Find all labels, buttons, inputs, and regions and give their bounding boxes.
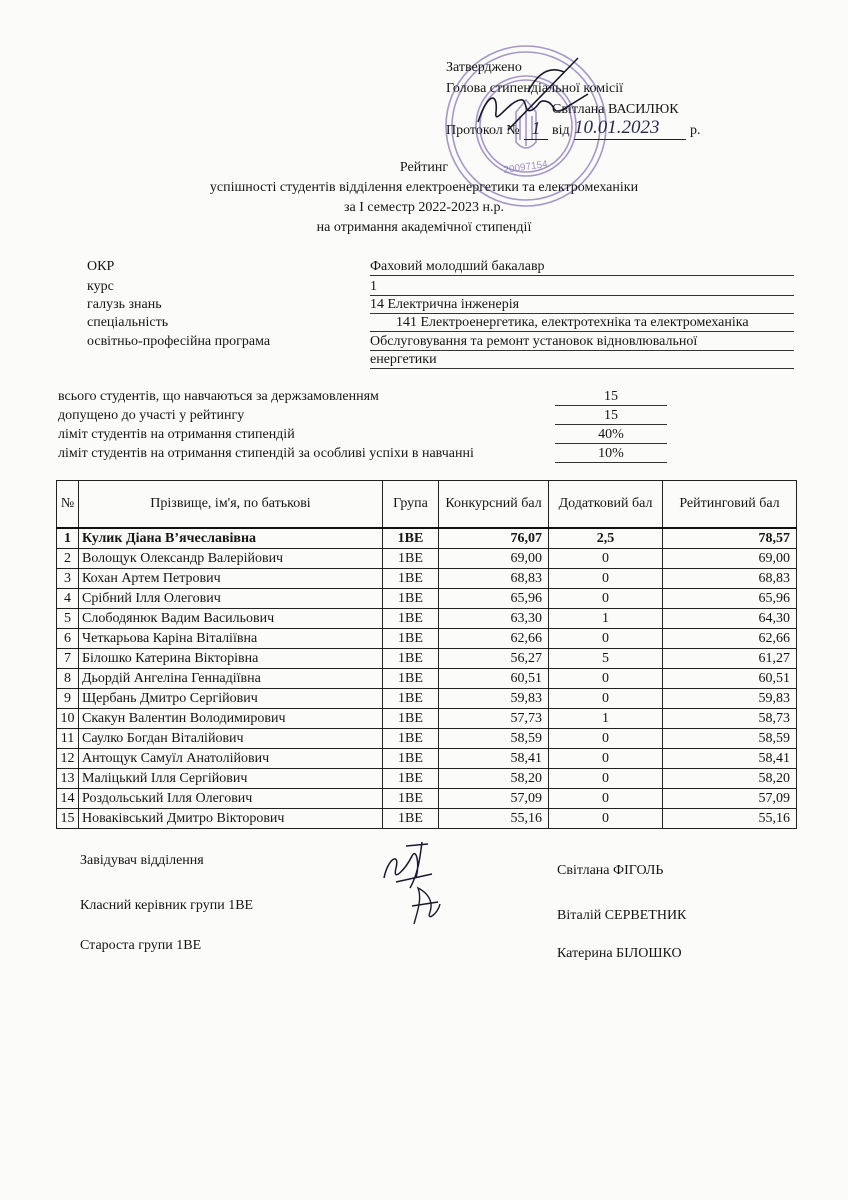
student-name: Слободянюк Вадим Васильович bbox=[79, 609, 383, 629]
stat-label: всього студентів, що навчаються за держзамовленням bbox=[58, 389, 379, 404]
rating-score: 58,41 bbox=[663, 749, 797, 769]
competitive-score: 58,41 bbox=[439, 749, 549, 769]
info-value: 1 bbox=[370, 279, 794, 296]
competitive-score: 56,27 bbox=[439, 649, 549, 669]
info-label: галузь знань bbox=[87, 297, 162, 312]
group: 1ВЕ bbox=[383, 609, 439, 629]
stat-value: 15 bbox=[555, 408, 667, 425]
table-row bbox=[57, 629, 797, 649]
stat-label: ліміт студентів на отримання стипендій за особливі успіхи в навчанні bbox=[58, 446, 474, 461]
additional-score: 1 bbox=[549, 609, 663, 629]
row-number: 15 bbox=[57, 809, 79, 829]
info-value: Фаховий молодший бакалавр bbox=[370, 259, 794, 276]
info-value: 141 Електроенергетика, електротехніка та електромеханіка bbox=[370, 315, 794, 332]
stat-value: 15 bbox=[555, 389, 667, 406]
chair-title: Голова стипендіальної комісії bbox=[446, 81, 623, 96]
info-label: освітньо-професійна програма bbox=[87, 334, 271, 349]
additional-score: 0 bbox=[549, 629, 663, 649]
rating-score: 61,27 bbox=[663, 649, 797, 669]
group: 1ВЕ bbox=[383, 549, 439, 569]
year-suffix: р. bbox=[690, 123, 701, 138]
student-name: Роздольський Ілля Олегович bbox=[79, 789, 383, 809]
additional-score: 0 bbox=[549, 669, 663, 689]
row-number: 3 bbox=[57, 569, 79, 589]
col-header-additional-score: Додатковий бал bbox=[549, 481, 663, 529]
info-value: Обслуговування та ремонт установок відновлювальної bbox=[370, 334, 794, 351]
additional-score: 0 bbox=[549, 689, 663, 709]
group: 1ВЕ bbox=[383, 589, 439, 609]
row-number: 10 bbox=[57, 709, 79, 729]
table-row bbox=[57, 709, 797, 729]
row-number: 12 bbox=[57, 749, 79, 769]
info-value: 14 Електрична інженерія bbox=[370, 297, 794, 314]
table-body bbox=[57, 528, 797, 829]
student-name: Новаківський Дмитро Вікторович bbox=[79, 809, 383, 829]
rating-score: 68,83 bbox=[663, 569, 797, 589]
table-row bbox=[57, 549, 797, 569]
signature-name: Віталій СЕРВЕТНИК bbox=[557, 908, 687, 923]
table-row bbox=[57, 809, 797, 829]
signature-name: Катерина БІЛОШКО bbox=[557, 946, 682, 961]
rating-score: 58,20 bbox=[663, 769, 797, 789]
additional-score: 0 bbox=[549, 589, 663, 609]
additional-score: 2,5 bbox=[549, 528, 663, 549]
student-name: Волощук Олександр Валерійович bbox=[79, 549, 383, 569]
row-number: 9 bbox=[57, 689, 79, 709]
col-header-group: Група bbox=[383, 481, 439, 529]
doc-subtitle-1: успішності студентів відділення електроенергетики та електромеханіки bbox=[209, 180, 639, 195]
chair-signature bbox=[468, 52, 598, 142]
student-name: Білошко Катерина Вікторівна bbox=[79, 649, 383, 669]
table-row bbox=[57, 528, 797, 549]
approved-label: Затверджено bbox=[446, 60, 522, 75]
table-row bbox=[57, 769, 797, 789]
row-number: 1 bbox=[57, 528, 79, 549]
rating-score: 69,00 bbox=[663, 549, 797, 569]
signature-role: Завідувач відділення bbox=[80, 853, 204, 868]
competitive-score: 69,00 bbox=[439, 549, 549, 569]
group: 1ВЕ bbox=[383, 769, 439, 789]
table-row bbox=[57, 689, 797, 709]
stat-value: 10% bbox=[555, 446, 667, 463]
group: 1ВЕ bbox=[383, 809, 439, 829]
additional-score: 0 bbox=[549, 569, 663, 589]
additional-score: 1 bbox=[549, 709, 663, 729]
table-row bbox=[57, 789, 797, 809]
rating-score: 58,73 bbox=[663, 709, 797, 729]
student-name: Кохан Артем Петрович bbox=[79, 569, 383, 589]
group: 1ВЕ bbox=[383, 669, 439, 689]
table-row bbox=[57, 609, 797, 629]
protocol-label: Протокол № bbox=[446, 123, 520, 138]
group: 1ВЕ bbox=[383, 569, 439, 589]
additional-score: 5 bbox=[549, 649, 663, 669]
group: 1ВЕ bbox=[383, 629, 439, 649]
rating-score: 58,59 bbox=[663, 729, 797, 749]
info-label: ОКР bbox=[87, 259, 115, 274]
doc-subtitle-2: за І семестр 2022-2023 н.р. bbox=[343, 200, 505, 215]
student-name: Скакун Валентин Володимирович bbox=[79, 709, 383, 729]
col-header-rating-score: Рейтинговий бал bbox=[663, 481, 797, 529]
student-name: Щербань Дмитро Сергійович bbox=[79, 689, 383, 709]
student-name: Дьордій Ангеліна Геннадіївна bbox=[79, 669, 383, 689]
rating-score: 62,66 bbox=[663, 629, 797, 649]
rating-score: 57,09 bbox=[663, 789, 797, 809]
student-name: Срібний Ілля Олегович bbox=[79, 589, 383, 609]
group: 1ВЕ bbox=[383, 689, 439, 709]
info-label: курс bbox=[87, 279, 114, 294]
rating-table bbox=[56, 480, 797, 829]
competitive-score: 68,83 bbox=[439, 569, 549, 589]
info-value-continued: енергетики bbox=[370, 352, 794, 369]
stat-label: ліміт студентів на отримання стипендій bbox=[58, 427, 295, 442]
competitive-score: 57,09 bbox=[439, 789, 549, 809]
doc-title: Рейтинг bbox=[399, 160, 449, 175]
rating-score: 59,83 bbox=[663, 689, 797, 709]
competitive-score: 63,30 bbox=[439, 609, 549, 629]
student-name: Саулко Богдан Віталійович bbox=[79, 729, 383, 749]
table-row bbox=[57, 749, 797, 769]
group: 1ВЕ bbox=[383, 649, 439, 669]
row-number: 2 bbox=[57, 549, 79, 569]
student-name: Антощук Самуїл Анатолійович bbox=[79, 749, 383, 769]
rating-score: 55,16 bbox=[663, 809, 797, 829]
additional-score: 0 bbox=[549, 809, 663, 829]
additional-score: 0 bbox=[549, 549, 663, 569]
info-label: спеціальність bbox=[87, 315, 169, 330]
row-number: 13 bbox=[57, 769, 79, 789]
table-row bbox=[57, 729, 797, 749]
date-value: 10.01.2023 bbox=[574, 117, 686, 140]
student-name: Кулик Діана В’ячеславівна bbox=[79, 528, 383, 549]
date-label: від bbox=[552, 123, 570, 138]
competitive-score: 76,07 bbox=[439, 528, 549, 549]
rating-score: 65,96 bbox=[663, 589, 797, 609]
student-name: Маліцький Ілля Сергійович bbox=[79, 769, 383, 789]
rating-score: 64,30 bbox=[663, 609, 797, 629]
col-header-name: Прізвище, ім'я, по батькові bbox=[79, 481, 383, 529]
competitive-score: 59,83 bbox=[439, 689, 549, 709]
row-number: 14 bbox=[57, 789, 79, 809]
protocol-number: 1 bbox=[524, 118, 548, 140]
additional-score: 0 bbox=[549, 749, 663, 769]
stat-label: допущено до участі у рейтингу bbox=[58, 408, 245, 423]
group: 1ВЕ bbox=[383, 789, 439, 809]
row-number: 11 bbox=[57, 729, 79, 749]
signature-name: Світлана ФІГОЛЬ bbox=[557, 863, 664, 878]
competitive-score: 60,51 bbox=[439, 669, 549, 689]
student-name: Четкарьова Каріна Віталіївна bbox=[79, 629, 383, 649]
group: 1ВЕ bbox=[383, 749, 439, 769]
rating-score: 78,57 bbox=[663, 528, 797, 549]
rating-score: 60,51 bbox=[663, 669, 797, 689]
competitive-score: 62,66 bbox=[439, 629, 549, 649]
table-row bbox=[57, 589, 797, 609]
group: 1ВЕ bbox=[383, 709, 439, 729]
competitive-score: 58,59 bbox=[439, 729, 549, 749]
stat-value: 40% bbox=[555, 427, 667, 444]
table-header-row bbox=[57, 481, 797, 529]
col-header-number: № bbox=[57, 481, 79, 529]
signature-role: Староста групи 1ВЕ bbox=[80, 938, 202, 953]
competitive-score: 58,20 bbox=[439, 769, 549, 789]
teacher-signature bbox=[408, 880, 444, 930]
row-number: 8 bbox=[57, 669, 79, 689]
additional-score: 0 bbox=[549, 789, 663, 809]
additional-score: 0 bbox=[549, 729, 663, 749]
col-header-competitive-score: Конкурсний бал bbox=[439, 481, 549, 529]
table-row bbox=[57, 669, 797, 689]
group: 1ВЕ bbox=[383, 528, 439, 549]
group: 1ВЕ bbox=[383, 729, 439, 749]
table-row bbox=[57, 649, 797, 669]
additional-score: 0 bbox=[549, 769, 663, 789]
table-row bbox=[57, 569, 797, 589]
competitive-score: 57,73 bbox=[439, 709, 549, 729]
competitive-score: 55,16 bbox=[439, 809, 549, 829]
row-number: 7 bbox=[57, 649, 79, 669]
signature-role: Класний керівник групи 1ВЕ bbox=[80, 898, 254, 913]
doc-subtitle-3: на отримання академічної стипендії bbox=[316, 220, 532, 235]
competitive-score: 65,96 bbox=[439, 589, 549, 609]
chair-name: Світлана ВАСИЛЮК bbox=[552, 102, 679, 117]
stamp-number: 20097154 bbox=[502, 158, 549, 177]
row-number: 6 bbox=[57, 629, 79, 649]
row-number: 4 bbox=[57, 589, 79, 609]
row-number: 5 bbox=[57, 609, 79, 629]
